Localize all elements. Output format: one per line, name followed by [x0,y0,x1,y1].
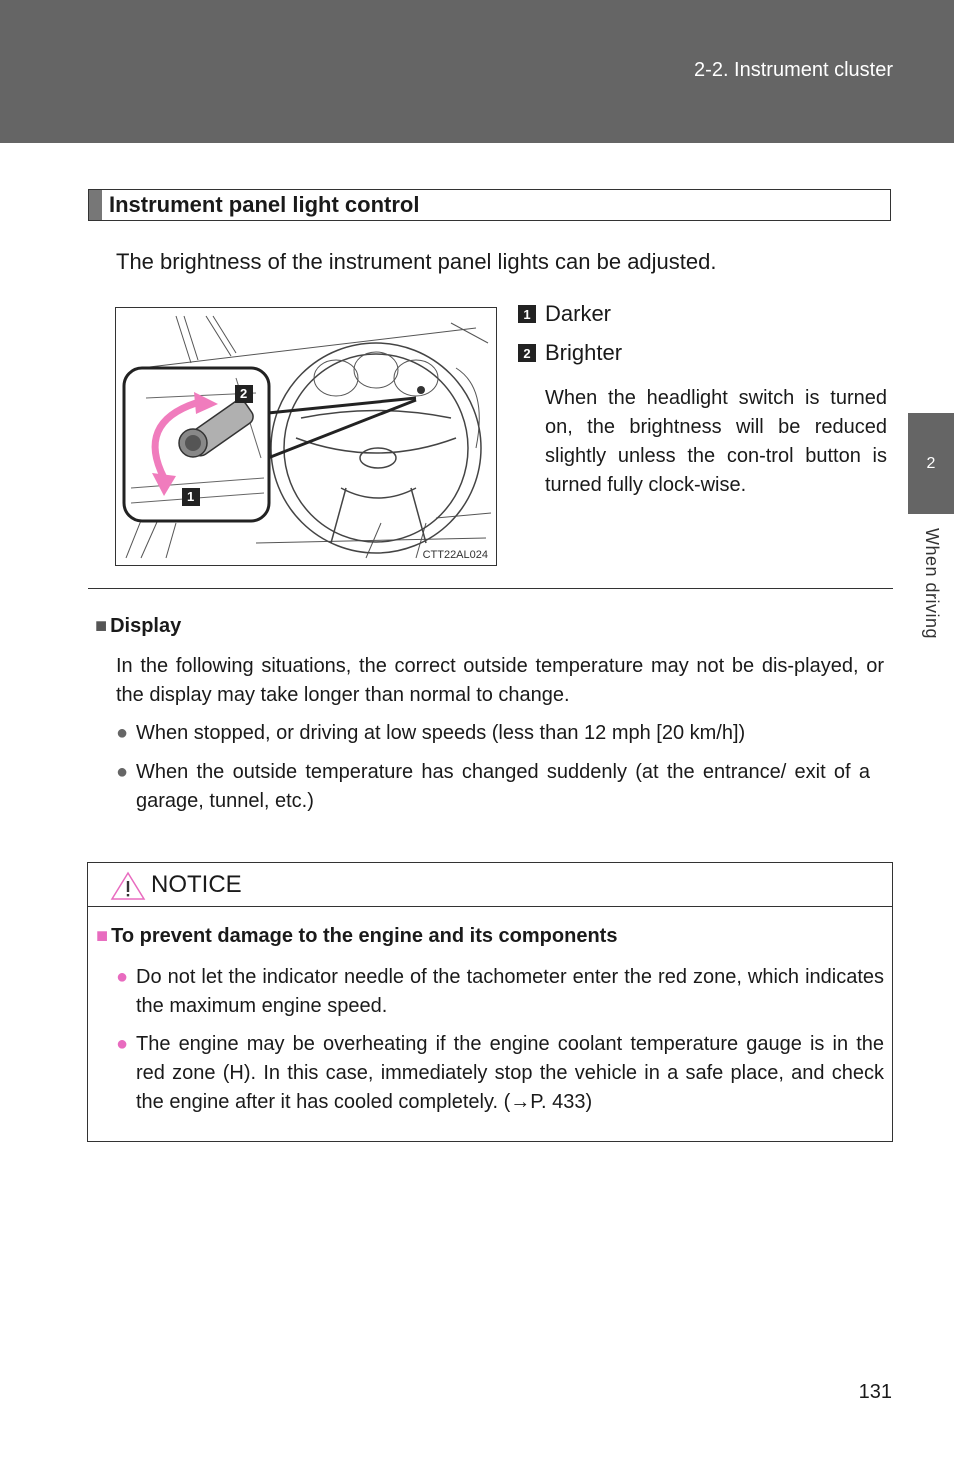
section-title-bar [89,190,102,220]
square-marker-icon: ■ [96,925,109,947]
notice-heading [96,925,617,948]
display-heading [95,615,181,638]
bullet-dot-icon: ● [116,1033,129,1055]
list-item-text: Do not let the indicator needle of the tachometer enter the red zone, which indicates the maximum engine speed. [136,966,884,1017]
chapter-label: When driving [922,528,942,640]
legend-note: When the headlight switch is turned on, the brightness will be reduced slightly unless the con-trol button is turned fully clock-wise. [545,387,887,496]
legend-number: 1 [518,305,536,323]
notice-heading-text: To prevent damage to the engine and its components [111,925,618,947]
intro-text: The brightness of the instrument panel lights can be adjusted. [116,249,717,274]
legend-label: Brighter [545,340,623,365]
legend-label: Darker [545,301,612,326]
dashboard-illustration [115,307,497,566]
notice-box [87,862,893,1142]
list-item [116,758,870,816]
callout-2: 2 [240,386,248,401]
list-item [116,1030,884,1117]
bullet-dot-icon: ● [116,966,129,988]
section-divider [88,588,893,589]
notice-header [88,863,892,907]
display-paragraph: In the following situations, the correct outside temperature may not be dis-played, or the display may take longer than normal to change. [116,655,884,706]
list-item-text: When stopped, or driving at low speeds (less than 12 mph [20 km/h]) [136,722,746,744]
legend-number: 2 [518,344,536,362]
page-header [0,0,954,143]
notice-title: NOTICE [151,871,242,898]
bullet-dot-icon: ● [116,722,129,744]
chapter-tab[interactable] [908,413,954,514]
warning-triangle-icon [110,871,146,901]
dashboard-drawing [116,308,496,565]
legend-item-brighter [518,340,622,366]
list-item-text: The engine may be overheating if the engine coolant temperature gauge is in the red zone (H). In this case, immediately stop the vehicle in a safe place, and check the engine after it has cooled completely. (→P. 433) [136,1033,884,1113]
square-marker-icon: ■ [95,615,108,637]
section-title-box [88,189,891,221]
legend-item-darker [518,301,611,327]
list-item-text: When the outside temperature has changed suddenly (at the entrance/ exit of a garage, tunnel, etc.) [136,761,870,812]
chapter-number: 2 [926,454,936,472]
page-number: 131 [858,1381,892,1403]
callout-1: 1 [187,489,195,504]
list-item [116,719,884,748]
display-heading-text: Display [110,615,182,637]
section-title: Instrument panel light control [109,192,420,217]
figure-code: CTT22AL024 [422,549,488,561]
breadcrumb: 2-2. Instrument cluster [694,59,893,81]
bullet-dot-icon: ● [116,761,129,783]
list-item [116,963,884,1021]
